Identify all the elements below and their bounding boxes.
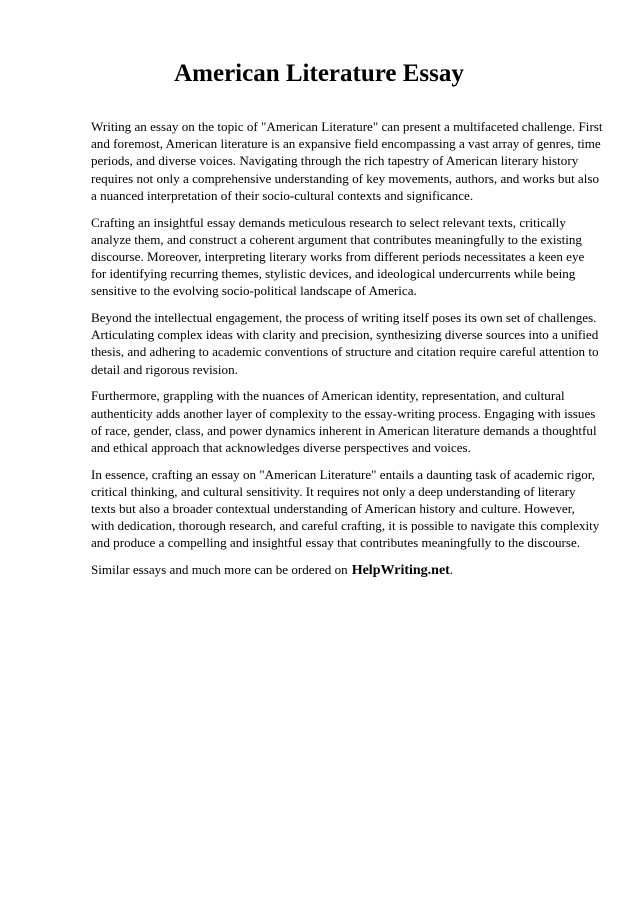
page-title: American Literature Essay: [174, 60, 464, 87]
paragraph-5: [91, 466, 601, 552]
paragraph-line: In essence, crafting an essay on "American Literature" entails a daunting task of academic rigor,: [91, 466, 595, 482]
paragraph-line: a nuanced interpretation of their socio-cultural contexts and significance.: [91, 187, 474, 203]
paragraph-line: thesis, and adhering to academic conventions of structure and citation require careful attention to: [91, 344, 599, 360]
paragraph-line: texts but also a broader contextual understanding of American history and culture. However,: [91, 501, 575, 517]
paragraph-4: [91, 387, 601, 456]
paragraph-line: detail and rigorous revision.: [91, 361, 238, 377]
paragraph-line: discourse. Moreover, interpreting literary works from different periods necessitates a keen eye: [91, 248, 585, 264]
paragraph-line: Articulating complex ideas with clarity and precision, synthesizing diverse sources into a unified: [91, 327, 599, 343]
paragraph-line: with dedication, thorough research, and careful crafting, it is possible to navigate this complexity: [91, 518, 600, 534]
paragraph-2: [91, 214, 601, 300]
paragraph-line: analyze them, and construct a coherent argument that contributes meaningfully to the existing: [91, 231, 582, 247]
essay-body: [91, 118, 601, 579]
footer-prefix: Similar essays and much more can be ordered on: [91, 562, 348, 578]
paragraph-line: sensitive to the evolving socio-political landscape of America.: [91, 283, 417, 299]
paragraph-line: periods, and diverse voices. Navigating through the rich tapestry of American literary history: [91, 153, 579, 169]
paragraph-line: and foremost, American literature is an expansive field encompassing a vast array of genres, time: [91, 136, 601, 152]
paragraph-line: for identifying recurring themes, stylistic devices, and ideological undercurrents while being: [91, 266, 576, 282]
paragraph-1: [91, 118, 601, 204]
paragraph-line: Crafting an insightful essay demands meticulous research to select relevant texts, critically: [91, 214, 566, 230]
order-footer: [91, 561, 601, 579]
paragraph-line: of race, gender, class, and power dynamics inherent in American literature demands a thoughtful: [91, 422, 597, 438]
paragraph-line: and ethical approach that acknowledges diverse perspectives and voices.: [91, 439, 471, 455]
paragraph-line: and produce a compelling and insightful essay that contributes meaningfully to the discourse.: [91, 535, 581, 551]
paragraph-line: authenticity adds another layer of complexity to the essay-writing process. Engaging with issues: [91, 405, 596, 421]
helpwriting-link[interactable]: HelpWriting.net: [351, 563, 450, 579]
paragraph-line: requires not only a comprehensive understanding of key movements, authors, and works but also: [91, 170, 599, 186]
paragraph-line: Writing an essay on the topic of "American Literature" can present a multifaceted challenge. First: [91, 119, 603, 134]
footer-suffix: .: [449, 562, 454, 578]
paragraph-line: Furthermore, grappling with the nuances of American identity, representation, and cultural: [91, 388, 565, 404]
paragraph-line: critical thinking, and cultural sensitivity. It requires not only a deep understanding of literary: [91, 483, 576, 499]
paragraph-3: [91, 309, 601, 378]
paragraph-line: Beyond the intellectual engagement, the process of writing itself poses its own set of challenges.: [91, 310, 597, 326]
